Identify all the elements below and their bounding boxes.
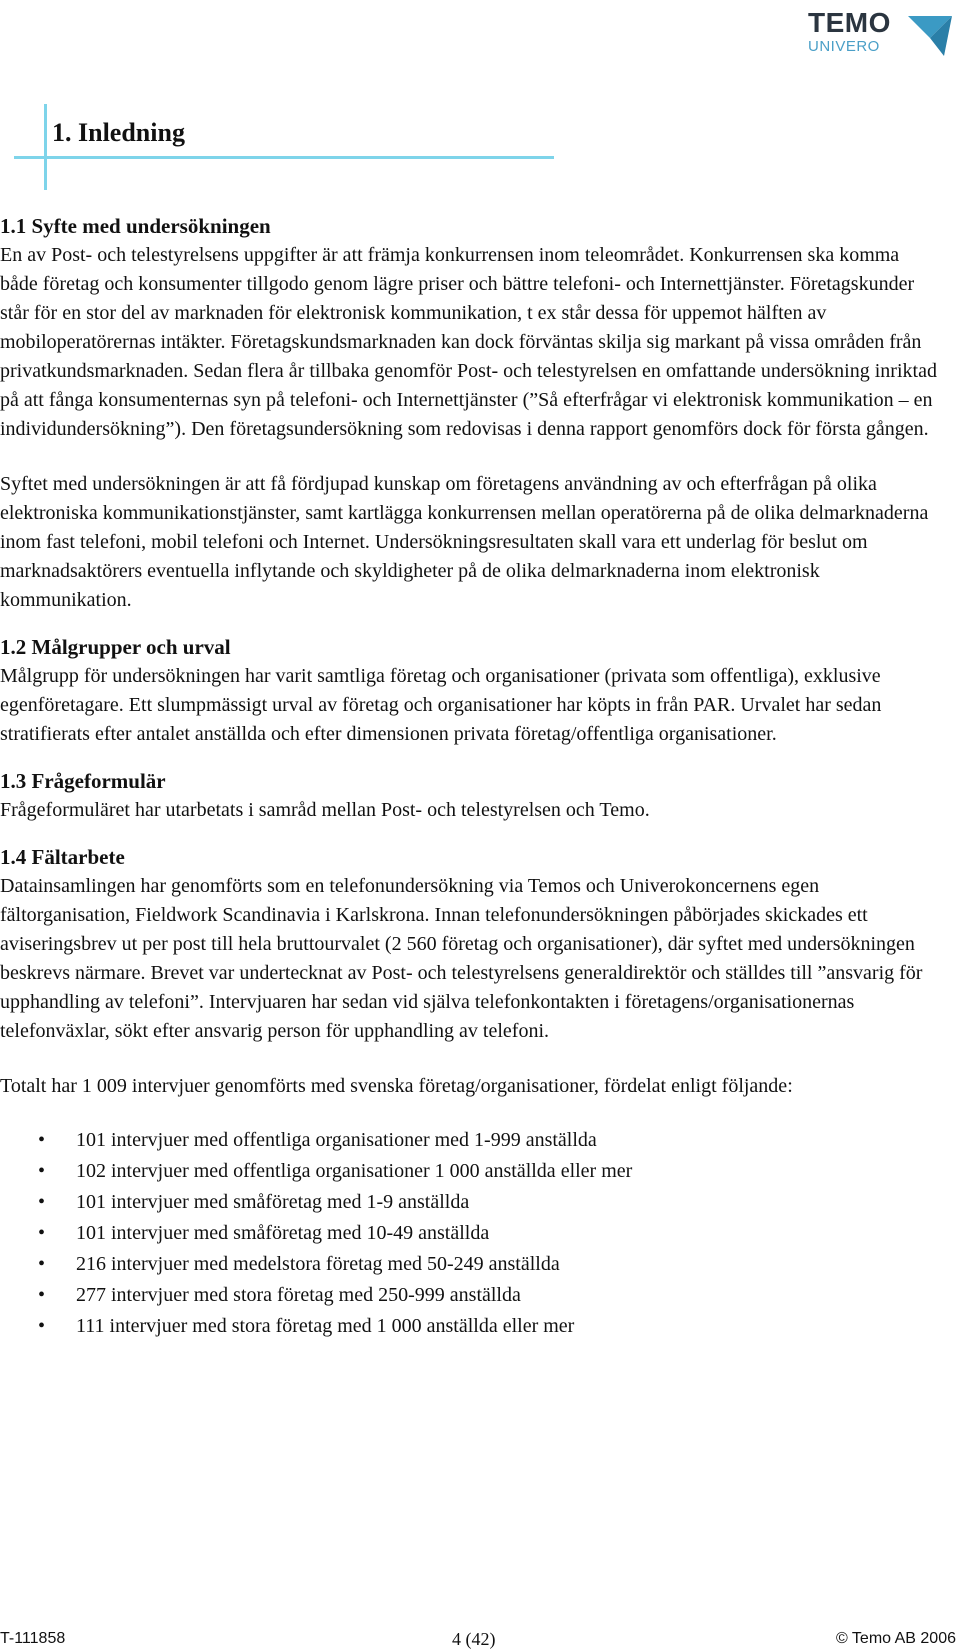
list-item-text: 111 intervjuer med stora företag med 1 000 anställda eller mer <box>76 1315 575 1337</box>
logo-text <box>808 8 891 56</box>
list-item <box>0 1125 940 1156</box>
section-heading-1-1: 1.1 Syfte med undersökningen <box>0 214 271 238</box>
bullet-icon: • <box>38 1284 46 1306</box>
section-heading-1-4: 1.4 Fältarbete <box>0 845 125 869</box>
section-1-1-paragraph: Syftet med undersökningen är att få fördjupad kunskap om företagens användning av och efterfrågan på olika elektroniska kommunikationstjänster, samt kartlägga konkurrensen mellan operatörerna på de olika delmarknaderna inom fast telefoni, mobil telefoni och Internet. Undersökningsresultaten skall vara ett underlag för beslut om marknadsaktörers eventuella inflytande och skyldigheter på de olika delmarknaderna inom elektronisk kommunikation. <box>0 473 929 611</box>
bullet-icon: • <box>38 1315 46 1337</box>
bullet-icon: • <box>38 1222 46 1244</box>
section-1-3-paragraph: Frågeformuläret har utarbetats i samråd mellan Post- och telestyrelsen och Temo. <box>0 799 650 821</box>
list-item <box>0 1249 940 1280</box>
section-heading-1-3: 1.3 Frågeformulär <box>0 769 166 793</box>
chapter-vertical-rule <box>44 104 47 190</box>
list-item-text: 101 intervjuer med småföretag med 10-49 anställda <box>76 1222 490 1244</box>
document-body <box>0 212 940 1342</box>
interview-list <box>0 1125 940 1342</box>
logo-sub: UNIVERO <box>808 38 880 55</box>
list-item <box>0 1156 940 1187</box>
list-item-text: 277 intervjuer med stora företag med 250-999 anställda <box>76 1284 521 1306</box>
bullet-icon: • <box>38 1253 46 1275</box>
section-1-2-paragraph: Målgrupp för undersökningen har varit samtliga företag och organisationer (privata som offentliga), exklusive egenföretagare. Ett slumpmässigt urval av företag och organisationer har köpts in från PAR. Urvalet har sedan stratifierats efter antalet anställda och efter dimensionen privata företag/offentliga organisationer. <box>0 665 882 745</box>
chapter-horizontal-rule <box>14 156 554 159</box>
footer-page-number: 4 (42) <box>452 1629 496 1649</box>
bullet-icon: • <box>38 1191 46 1213</box>
list-item-text: 101 intervjuer med offentliga organisationer med 1-999 anställda <box>76 1129 597 1151</box>
bullet-icon: • <box>38 1160 46 1182</box>
chapter-title: 1. Inledning <box>52 118 185 147</box>
logo-mark-icon <box>904 10 956 60</box>
temo-univero-logo <box>804 8 956 68</box>
list-item-text: 102 intervjuer med offentliga organisationer 1 000 anställda eller mer <box>76 1160 633 1182</box>
list-item-text: 101 intervjuer med småföretag med 1-9 anställda <box>76 1191 470 1213</box>
footer-copyright: © Temo AB 2006 <box>835 1630 956 1647</box>
section-heading-1-2: 1.2 Målgrupper och urval <box>0 635 231 659</box>
list-item <box>0 1280 940 1311</box>
list-item-text: 216 intervjuer med medelstora företag med 50-249 anställda <box>76 1253 560 1275</box>
list-item <box>0 1218 940 1249</box>
section-1-1-paragraph: En av Post- och telestyrelsens uppgifter är att främja konkurrensen inom teleområdet. Konkurrensen ska komma både företag och konsumenter tillgodo genom lägre priser och bättre telefoni- och Internettjänster. Företagskunder står för en stor del av marknaden för elektronisk kommunikation, t ex står dessa för uppemot hälften av mobiloperatörernas intäkter. Företagskundsmarknaden kan dock förväntas skilja sig markant på vissa områden från privatkundsmarknaden. Sedan flera år tillbaka genomför Post- och telestyrelsen en omfattande undersökning inriktad på att fånga konsumenternas syn på telefoni- och Internettjänster (”Så efterfrågar vi elektronisk kommunikation – en individundersökning”). Den företagsundersökning som redovisas i denna rapport genomförs dock för första gången. <box>0 244 937 440</box>
section-1-4-paragraph: Totalt har 1 009 intervjuer genomförts med svenska företag/organisationer, fördelat enligt följande: <box>0 1075 793 1097</box>
footer-doc-id: T-111858 <box>0 1630 66 1647</box>
chapter-heading <box>0 104 560 194</box>
section-1-4-paragraph: Datainsamlingen har genomförts som en telefonundersökning via Temos och Univerokoncernens egen fältorganisation, Fieldwork Scandinavia i Karlskrona. Innan telefonundersökningen påbörjades skickades ett aviseringsbrev ut per post till hela bruttourvalet (2 560 företag och organisationer), där syftet med undersökningen beskrevs närmare. Brevet var undertecknat av Post- och telestyrelsens generaldirektör och ställdes till ”ansvarig för upphandling av telefoni”. Intervjuaren har sedan vid själva telefonkontakten i företagens/organisationernas telefonväxlar, sökt efter ansvarig person för upphandling av telefoni. <box>0 875 923 1042</box>
bullet-icon: • <box>38 1129 46 1151</box>
list-item <box>0 1187 940 1218</box>
logo-name: TEMO <box>808 7 891 38</box>
page-footer <box>0 1628 956 1650</box>
list-item <box>0 1311 940 1342</box>
